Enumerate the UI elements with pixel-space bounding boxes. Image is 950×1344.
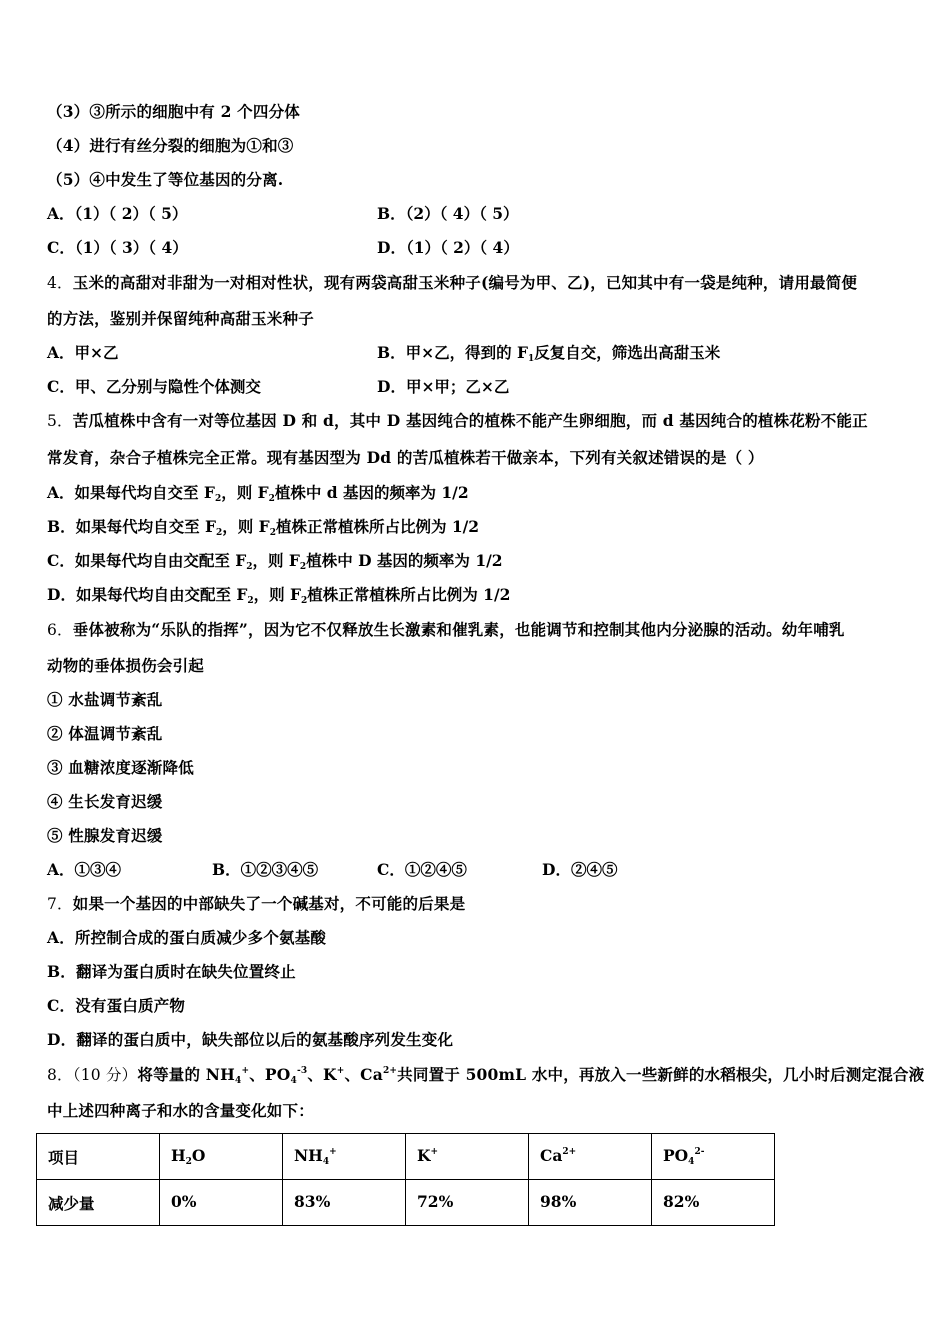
ca-sup: 2+ [562, 1147, 577, 1157]
q5-option-d [47, 585, 510, 605]
table-header-cell [406, 1134, 529, 1180]
q4-option-a: A．甲×乙 [47, 343, 119, 362]
k-text: K [417, 1146, 431, 1165]
q8-text-s1: 将等量的 NH [137, 1065, 235, 1084]
q8-nh4-sub: 4 [234, 1076, 242, 1086]
table-header-cell [529, 1134, 652, 1180]
q8-text-s5: 共同置于 500mL 水中，再放入一些新鲜的水稻根尖，几小时后测定混合液 [397, 1065, 925, 1084]
q5-c-pre: C．如果每代均自由交配至 F [47, 551, 247, 570]
q6-item-1: ① 水盐调节紊乱 [47, 690, 163, 709]
q5-a-pre: A．如果每代均自交至 F [47, 483, 215, 502]
table-cell: 82% [652, 1180, 775, 1226]
q6-item-3: ③ 血糖浓度逐渐降低 [47, 758, 194, 777]
q8-text-s4: 、Ca [344, 1065, 383, 1084]
q5-option-b [47, 517, 479, 537]
q3-item-4: （4）进行有丝分裂的细胞为①和③ [47, 136, 294, 155]
q3-option-a: A．（1）（ 2）（ 5） [47, 204, 188, 223]
q5-c-sub2: 2 [299, 562, 307, 572]
q3-option-b: B．（2）（ 4）（ 5） [377, 204, 519, 223]
q5-a-post: 植株中 d 基因的频率为 1/2 [274, 483, 469, 502]
table-row [37, 1134, 775, 1180]
nh4-sub: 4 [322, 1157, 330, 1167]
q6-option-d: D．②④⑤ [542, 860, 618, 879]
q4-number: 4． [47, 274, 73, 292]
q5-c-sub: 2 [246, 562, 253, 572]
q5-d-sub2: 2 [301, 596, 308, 606]
q8-text-s3: 、K [307, 1065, 337, 1084]
q5-stem-line2: 常发育，杂合子植株完全正常。现有基因型为 Dd 的苦瓜植株若干做亲本，下列有关叙述错误的是（ ） [47, 448, 764, 467]
table-cell: 0% [160, 1180, 283, 1226]
q5-b-pre: B．如果每代均自交至 F [47, 517, 217, 536]
q5-d-sub: 2 [247, 596, 254, 606]
table-cell: 72% [406, 1180, 529, 1226]
table-header-cell: 项目 [37, 1134, 160, 1180]
q5-a-sub2: 2 [268, 494, 275, 504]
q8-nh4-sup: + [241, 1066, 250, 1076]
nh4-sup: + [329, 1147, 337, 1157]
q7-option-d: D．翻译的蛋白质中，缺失部位以后的氨基酸序列发生变化 [47, 1030, 454, 1049]
q6-option-c: C．①②④⑤ [377, 860, 467, 879]
q3-option-d: D．（1）（ 2）（ 4） [377, 238, 519, 257]
q3-item-5: （5）④中发生了等位基因的分离. [47, 170, 284, 189]
ion-change-table [36, 1133, 775, 1226]
q8-k-sup: + [336, 1066, 345, 1076]
q4-option-b [377, 343, 720, 363]
q4-option-d: D．甲×甲；乙×乙 [377, 377, 510, 396]
q4-stem-line1 [47, 273, 857, 293]
q4-stem-line2: 的方法，鉴别并保留纯种高甜玉米种子 [47, 309, 314, 328]
table-header-cell [160, 1134, 283, 1180]
h2o-sub: 2 [185, 1157, 192, 1167]
q6-stem-line2: 动物的垂体损伤会引起 [47, 656, 205, 675]
q8-stem-line1 [47, 1065, 924, 1085]
q8-score: （10 分） [72, 1066, 138, 1084]
q6-number: 6． [47, 621, 73, 639]
q6-item-2: ② 体温调节紊乱 [47, 724, 163, 743]
q3-option-c: C．（1）（ 3）（ 4） [47, 238, 188, 257]
q6-option-b: B．①②③④⑤ [212, 860, 319, 879]
q7-option-c: C．没有蛋白质产物 [47, 996, 186, 1015]
q6-option-a: A．①③④ [47, 860, 122, 879]
q8-stem-line2: 中上述四种离子和水的含量变化如下： [47, 1101, 314, 1120]
po4-text: PO [663, 1146, 689, 1165]
ca-text: Ca [540, 1146, 563, 1165]
table-header-cell [652, 1134, 775, 1180]
q4-stem-text1: 玉米的高甜对非甜为一对相对性状，现有两袋高甜玉米种子(编号为甲、乙)，已知其中有一袋是纯种，请用最简便 [72, 273, 858, 292]
q8-ca-sup: 2+ [382, 1066, 398, 1076]
q4-option-c: C．甲、乙分别与隐性个体测交 [47, 377, 261, 396]
q7-number: 7． [47, 895, 73, 913]
q6-stem-line1 [47, 620, 845, 640]
q5-c-post: 植株中 D 基因的频率为 1/2 [306, 551, 503, 570]
q5-d-post: 植株正常植株所占比例为 1/2 [307, 585, 511, 604]
q7-stem [47, 894, 465, 914]
q5-stem-text1: 苦瓜植株中含有一对等位基因 D 和 d，其中 D 基因纯合的植株不能产生卵细胞，而 d 基因纯合的植株花粉不能正 [72, 411, 868, 430]
q8-po4-sub: 4 [290, 1076, 297, 1086]
q5-b-sub2: 2 [269, 528, 276, 538]
q6-item-4: ④ 生长发育迟缓 [47, 792, 163, 811]
q6-stem-text1: 垂体被称为“乐队的指挥”，因为它不仅释放生长激素和催乳素，也能调节和控制其他内分泌腺的活动。幼年哺乳 [72, 620, 845, 639]
table-cell: 83% [283, 1180, 406, 1226]
table-cell: 98% [529, 1180, 652, 1226]
q5-d-pre: D．如果每代均自由交配至 F [47, 585, 248, 604]
q4-option-b-sub: 1 [528, 354, 535, 364]
h2o-o: O [191, 1146, 206, 1165]
q5-a-sub: 2 [214, 494, 222, 504]
q5-option-c [47, 551, 503, 571]
q8-number: 8． [47, 1066, 73, 1084]
q5-d-mid: ，则 F [253, 585, 302, 604]
q5-number: 5． [47, 412, 73, 430]
table-row [37, 1180, 775, 1226]
q7-stem-text: 如果一个基因的中部缺失了一个碱基对，不可能的后果是 [72, 894, 466, 913]
nh4-text: NH [294, 1146, 323, 1165]
po4-sup: 2- [694, 1147, 705, 1157]
q4-option-b-text2: 反复自交，筛选出高甜玉米 [534, 343, 721, 362]
q8-text-s2: 、PO [249, 1065, 291, 1084]
table-header-cell [283, 1134, 406, 1180]
q8-po4-sup: -3 [296, 1066, 308, 1076]
q5-a-mid: ，则 F [221, 483, 269, 502]
po4-sub: 4 [688, 1157, 695, 1167]
q5-c-mid: ，则 F [252, 551, 300, 570]
q6-item-5: ⑤ 性腺发育迟缓 [47, 826, 163, 845]
q5-b-sub: 2 [216, 528, 223, 538]
q7-option-a: A．所控制合成的蛋白质减少多个氨基酸 [47, 928, 327, 947]
q5-option-a [47, 483, 469, 503]
q5-b-mid: ，则 F [222, 517, 270, 536]
h2o-h: H [171, 1146, 186, 1165]
table-cell: 减少量 [37, 1180, 160, 1226]
q4-option-b-text1: B．甲×乙，得到的 F [377, 343, 528, 362]
q7-option-b: B．翻译为蛋白质时在缺失位置终止 [47, 962, 296, 981]
k-sup: + [430, 1147, 439, 1157]
q5-b-post: 植株正常植株所占比例为 1/2 [275, 517, 480, 536]
q3-item-3: （3）③所示的细胞中有 2 个四分体 [47, 102, 300, 121]
q5-stem-line1 [47, 411, 868, 431]
